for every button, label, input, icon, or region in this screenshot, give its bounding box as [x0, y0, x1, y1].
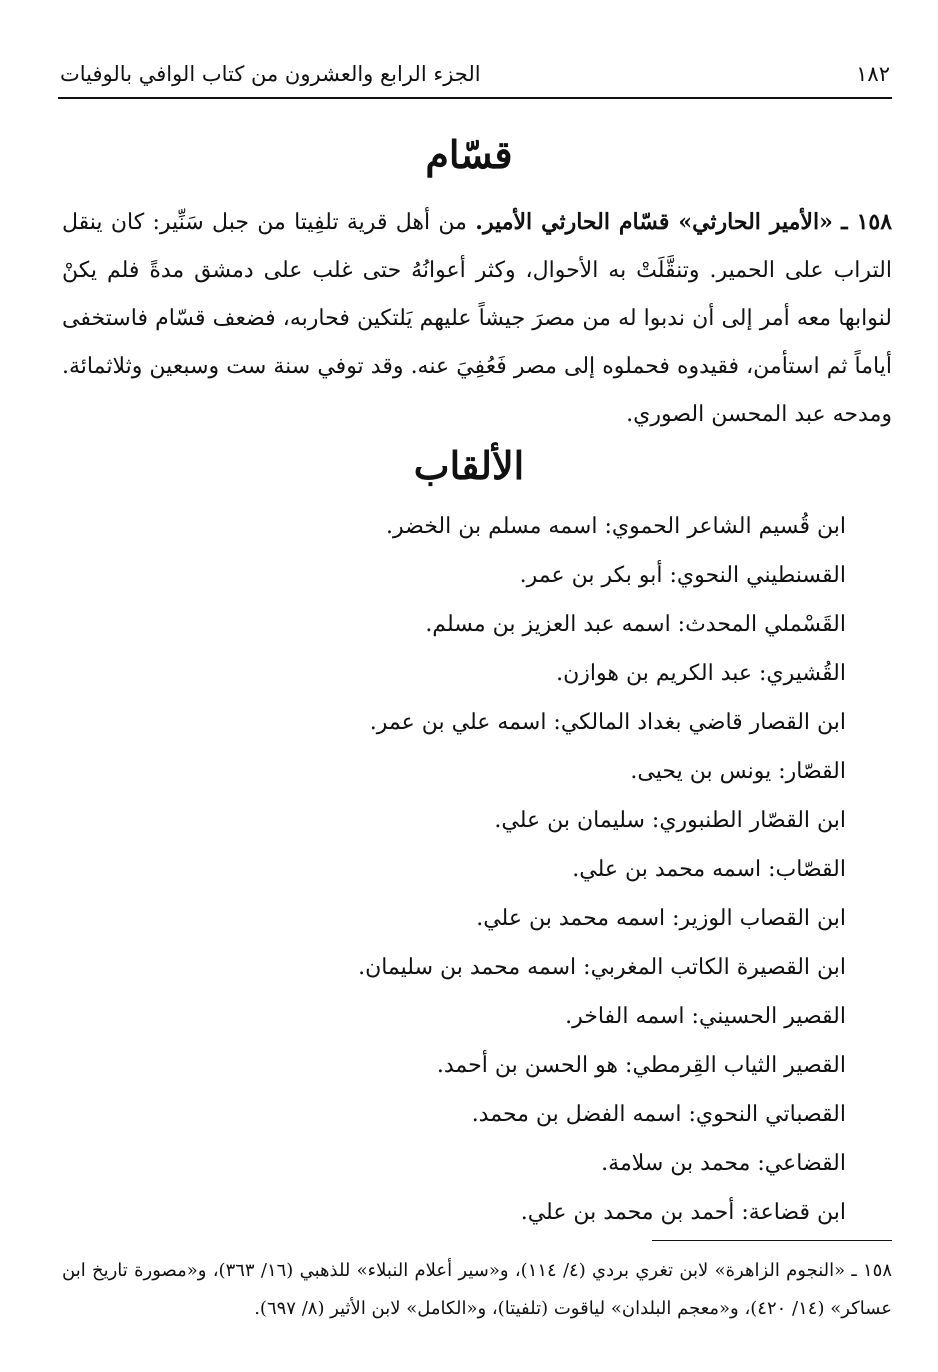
list-item: القُشيري: عبد الكريم بن هوازن.: [556, 661, 846, 686]
section-title-qassam: قسّام: [425, 132, 513, 177]
footnote-divider: [652, 1240, 892, 1241]
list-item: القَسْملي المحدث: اسمه عبد العزيز بن مسلم.: [425, 612, 846, 637]
list-item: القضاعي: محمد بن سلامة.: [601, 1151, 846, 1176]
running-header: [60, 56, 890, 92]
footnote: [62, 1252, 892, 1328]
entry-number: ١٥٨ ـ: [841, 209, 893, 235]
biography-entry: [62, 198, 892, 439]
running-title: الجزء الرابع والعشرون من كتاب الوافي بالوفيات: [60, 62, 481, 86]
list-item: ابن قضاعة: أحمد بن محمد بن علي.: [520, 1200, 846, 1225]
page-number: ١٨٢: [856, 62, 890, 86]
footnote-text: «النجوم الزاهرة» لابن تغري بردي (٤/ ١١٤)، و«سير أعلام النبلاء» للذهبي (١٦/ ٣٦٣)، و«مصورة تاريخ ابن عساكر» (١٤/ ٤٢٠)، و«معجم البلدان» لياقوت (تلفيتا)، و«الكامل» لابن الأثير (٨/ ٦٩٧).: [62, 1260, 892, 1319]
list-item: القسنطيني النحوي: أبو بكر بن عمر.: [519, 563, 846, 588]
list-item: القصباتي النحوي: اسمه الفضل بن محمد.: [471, 1102, 846, 1127]
list-item: ابن قُسيم الشاعر الحموي: اسمه مسلم بن الخضر.: [386, 514, 846, 539]
list-item: ابن القصاب الوزير: اسمه محمد بن علي.: [476, 906, 846, 931]
list-item: ابن القصّار الطنبوري: سليمان بن علي.: [494, 808, 846, 833]
section-title-alqab: الألقاب: [413, 443, 525, 488]
entry-text: من أهل قرية تلفِيتا من جبل سَنِّير: كان ينقل التراب على الحمير. وتنقَّلَتْ به الأحوال، وكثر أعوانُهُ حتى غلب على دمشق مدةً فلم يكنْ لنوابها معه أمر إلى أن ندبوا له من مصرَ جيشاً عليهم يَلتكين فحاربه، فضعف قسّام فاستخفى أياماً ثم استأمن، فقيدوه فحملوه إلى مصر فَعُفِيَ عنه. وقد توفي سنة ست وسبعين وثلاثمائة. ومدحه عبد المحسن الصوري.: [62, 210, 892, 427]
header-divider: [58, 97, 892, 99]
footnote-number: ١٥٨ ـ: [851, 1260, 892, 1281]
list-item: القصير الحسيني: اسمه الفاخر.: [565, 1004, 846, 1029]
list-item: القصّاب: اسمه محمد بن علي.: [572, 857, 846, 882]
list-item: ابن القصار قاضي بغداد المالكي: اسمه علي بن عمر.: [369, 710, 846, 735]
entry-heading: «الأمير الحارثي» قسّام الحارثي الأمير.: [475, 209, 833, 235]
list-item: ابن القصيرة الكاتب المغربي: اسمه محمد بن سليمان.: [358, 955, 846, 980]
list-item: القصّار: يونس بن يحيى.: [630, 759, 846, 784]
alqab-list: [120, 502, 846, 1237]
list-item: القصير الثياب القِرمطي: هو الحسن بن أحمد.: [436, 1053, 846, 1078]
